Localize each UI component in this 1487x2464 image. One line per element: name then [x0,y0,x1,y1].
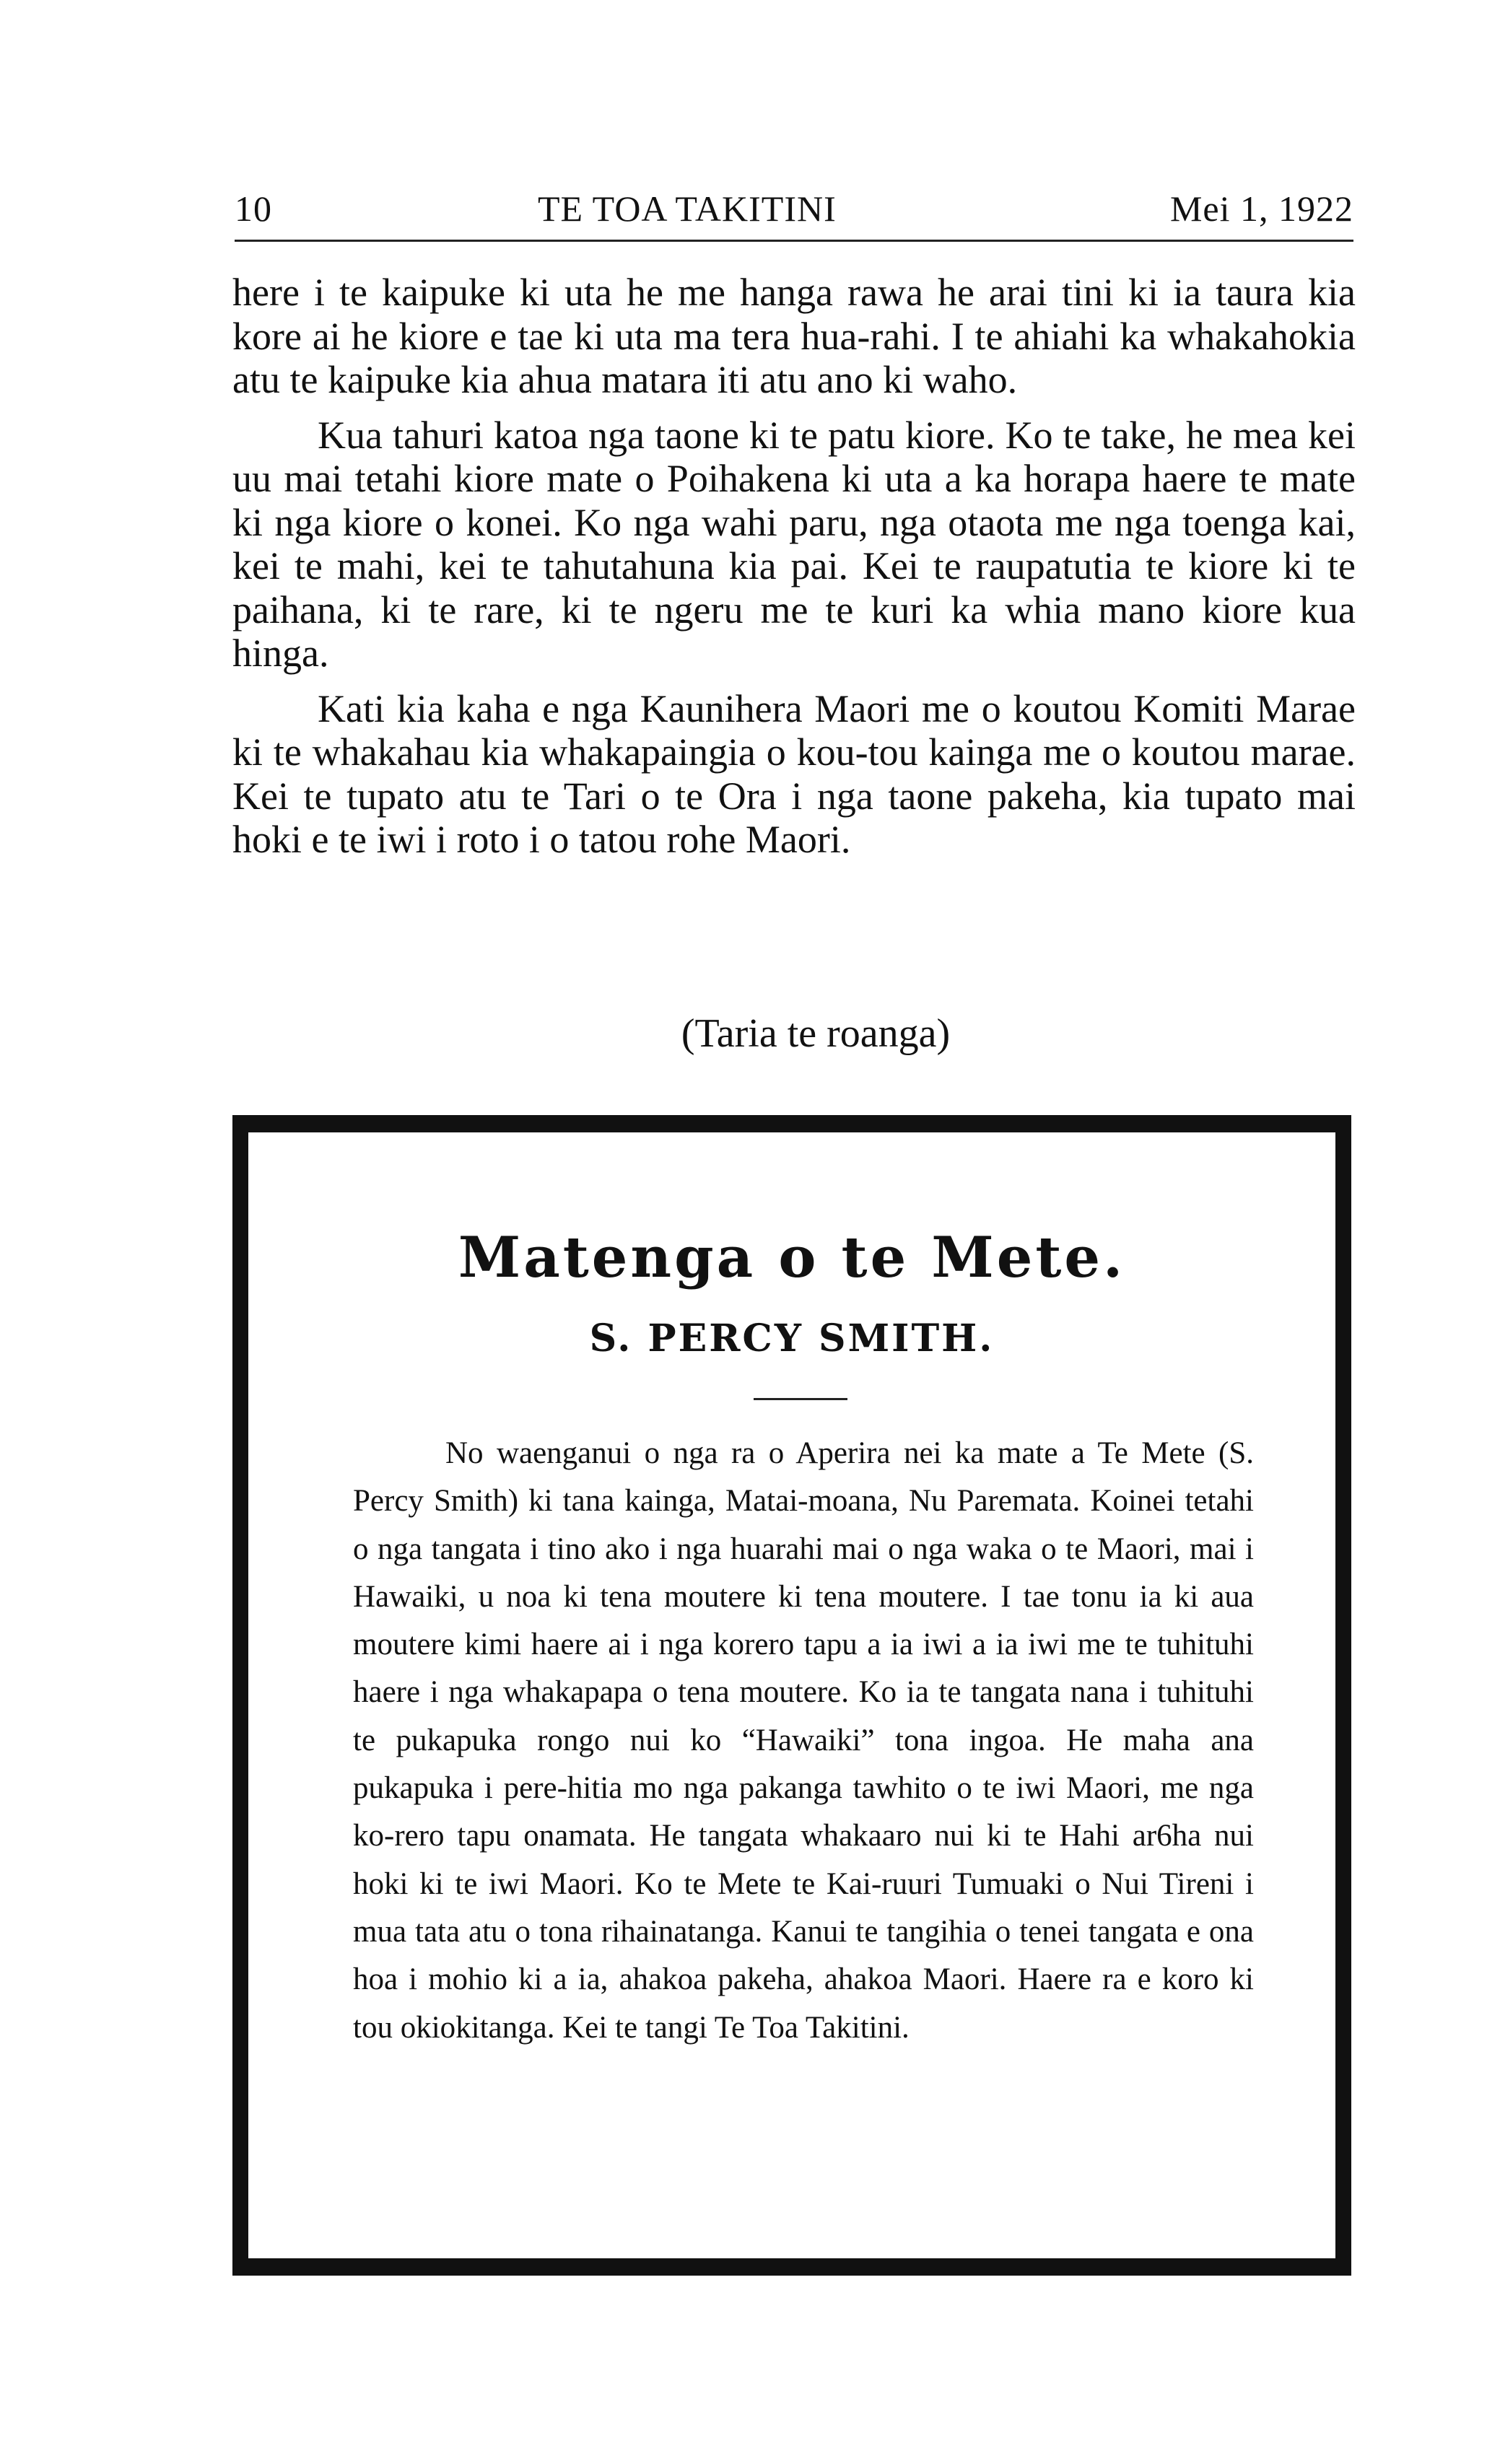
article-body [232,271,1356,873]
obituary-subject-name: S. PERCY SMITH. [589,1316,995,1360]
obituary-text: No waenganui o nga ra o Aperira nei ka mate a Te Mete (S. Percy Smith) ki tana kainga, Matai-moana, Nu Paremata. Koinei tetahi o nga tangata i tino ako i nga huarahi mai o nga waka o te Maori, mai i Hawaiki, u noa ki tena moutere ki tena moutere. I tae tonu ia ki aua moutere kimi haere ai i nga korero tapu a ia iwi a ia iwi me te tuhituhi haere i nga whakapapa o tena moutere. Ko ia te tangata nana i tuhituhi te pukapuka rongo nui ko “Hawaiki” tona ingoa. He maha ana pukapuka i pere-hitia mo nga pakanga tawhito o te iwi Maori, me nga ko-rero tapu onamata. He tangata whakaaro nui ki te Hahi ar6ha nui hoki ki te iwi Maori. Ko te Mete te Kai-ruuri Tumuaki o Nui Tireni i mua tata atu o tona rihainatanga. Kanui te tangihia o tenei tangata e ona hoa i mohio ki a ia, ahakoa pakeha, ahakoa Maori. Haere ra e koro ki tou okiokitanga. Kei te tangi Te Toa Takitini. [353,1436,1254,2045]
running-header [235,182,1353,242]
page-number: 10 [235,188,272,229]
obituary-notice-box [232,1115,1351,2276]
continued-note: (Taria te roanga) [681,1011,951,1056]
issue-date: Mei 1, 1922 [1169,188,1353,229]
article-paragraph-1: here i te kaipuke ki uta he me hanga rawa he arai tini ki ia taura kia kore ai he kiore e tae ki uta ma tera hua-rahi. I te ahiahi ka whakahokia atu te kaipuke kia ahua matara iti atu ano ki waho. [232,271,1356,401]
article-paragraph-3: Kati kia kaha e nga Kaunihera Maori me o koutou Komiti Marae ki te whakahau kia whakapaingia o kou-tou kainga me o koutou marae. Kei te tupato atu te Tari o te Ora i nga taone pakeha, kia tupato mai hoki e te iwi i roto i o tatou rohe Maori. [232,686,1356,861]
divider-rule [754,1398,847,1400]
publication-title: TE TOA TAKITINI [538,188,837,229]
article-paragraph-2: Kua tahuri katoa nga taone ki te patu kiore. Ko te take, he mea kei uu mai tetahi kiore mate o Poihakena ki uta a ka horapa haere te mate ki nga kiore o konei. Ko nga wahi paru, nga otaota me nga toenga kai, kei te mahi, kei te tahutahuna kia pai. Kei te raupatutia te kiore ki te paihana, ki te rare, ki te ngeru me te kuri ka whia mano kiore kua hinga. [232,413,1356,675]
obituary-title: Matenga o te Mete. [458,1225,1126,1290]
